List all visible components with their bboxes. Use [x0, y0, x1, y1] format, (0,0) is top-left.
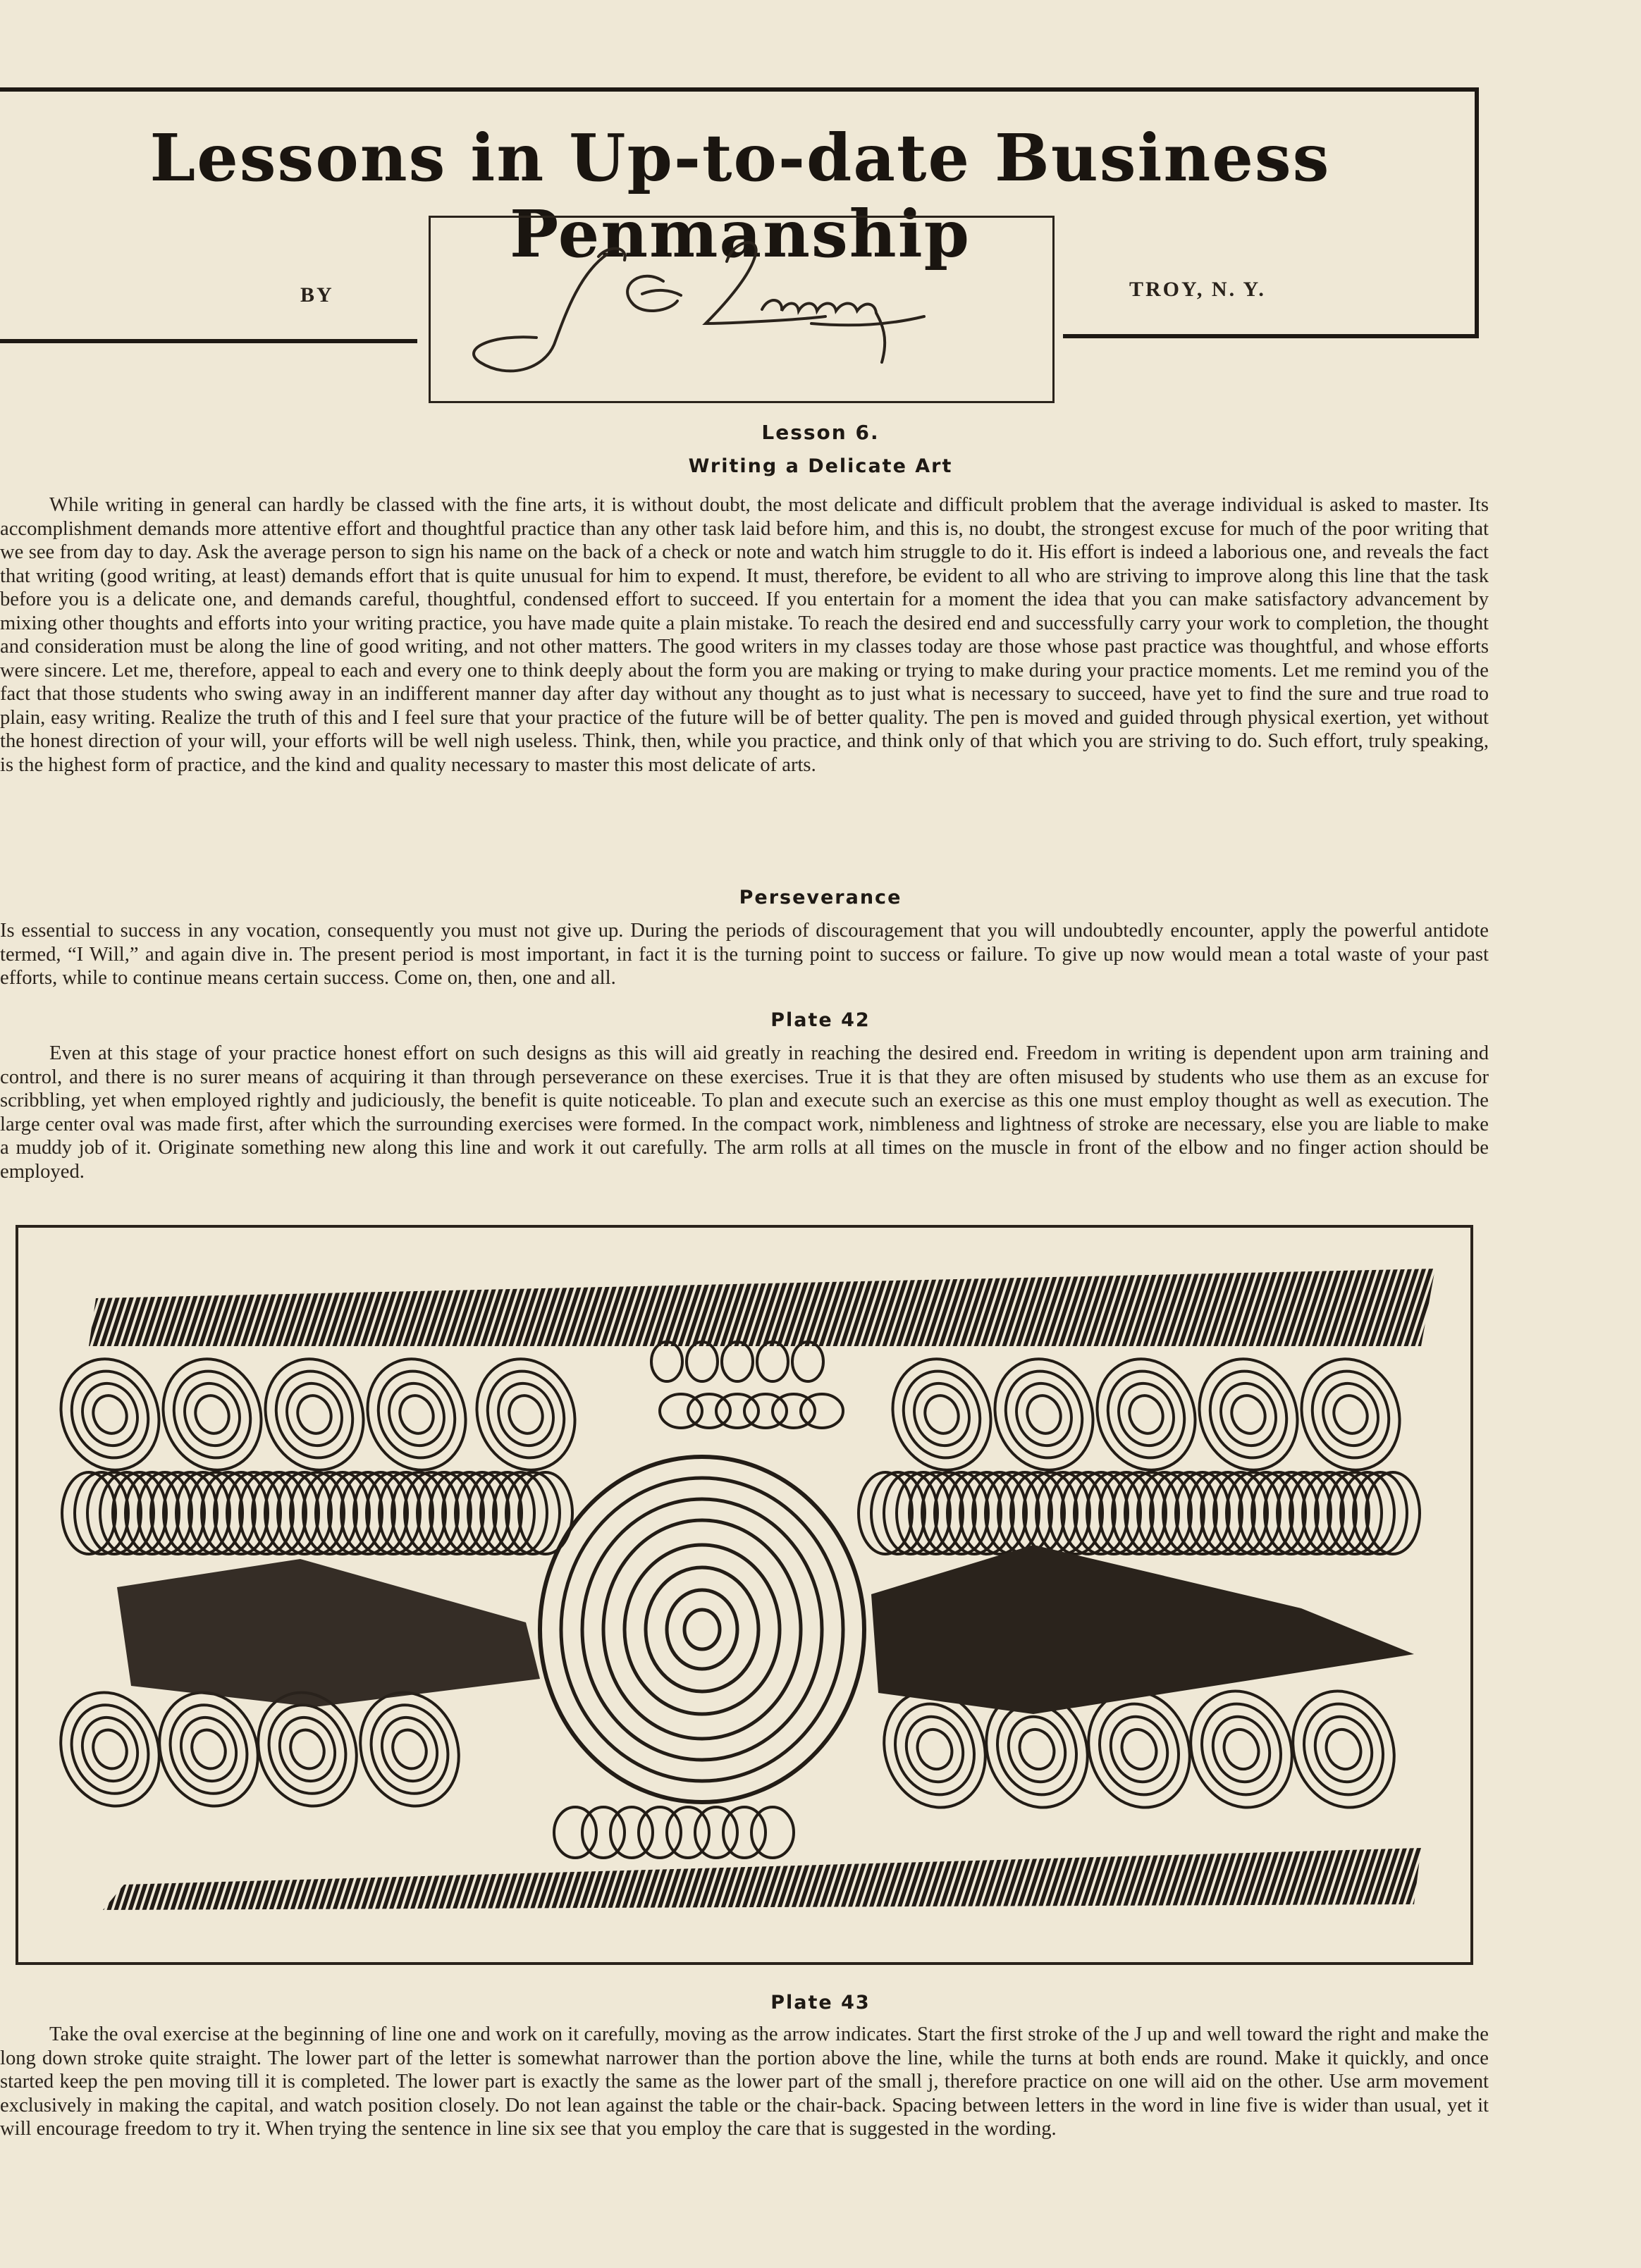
- exercise-oval: [883, 1693, 986, 1806]
- exercise-oval: [994, 1360, 1094, 1469]
- exercise-oval: [359, 1694, 460, 1804]
- perseverance-paragraph: Is essential to success in any vocation, consequently you must not give up. During the periods of discouragement that you will undoubtedly encounter, apply the powerful antidote termed, “I Will,” and again dive in. The present period is most important, in fact it is the turning point to success or failure. To give up now would mean a total waste of your past efforts, while to continue means certain success. Come on, then, one and all.: [0, 920, 1489, 989]
- exercise-oval: [1321, 1725, 1366, 1774]
- exercise-oval: [1008, 1376, 1080, 1453]
- exercise-oval: [60, 1360, 160, 1469]
- exercise-oval: [1117, 1725, 1162, 1774]
- exercise-oval-chain-link: [801, 1394, 843, 1428]
- exercise-oval: [187, 1725, 231, 1773]
- exercise-oval: [1227, 1391, 1270, 1438]
- exercise-oval: [1301, 1360, 1401, 1469]
- header-left-rule: [0, 339, 417, 343]
- exercise-oval: [490, 1376, 562, 1453]
- exercise-oval: [88, 1391, 132, 1438]
- lesson-subheading: Writing a Delicate Art: [688, 455, 953, 477]
- exercise-oval: [45, 1679, 175, 1820]
- header-top-rule: [0, 87, 1479, 92]
- exercise-oval: [1277, 1677, 1410, 1822]
- exercise-oval: [352, 1345, 481, 1484]
- exercise-oval: [74, 1376, 146, 1453]
- exercise-oval: [878, 1345, 1007, 1484]
- exercise-oval: [176, 1376, 248, 1453]
- lesson-heading: Lesson 6.: [761, 421, 880, 444]
- exercise-oval: [88, 1725, 133, 1773]
- exercise-oval: [158, 1694, 259, 1804]
- exercise-oval: [504, 1391, 548, 1438]
- exercise-oval: [1082, 1345, 1211, 1484]
- exercise-oval: [250, 1345, 379, 1484]
- exercise-oval: [388, 1725, 432, 1773]
- exercise-oval: [257, 1694, 357, 1804]
- exercise-oval: [264, 1360, 364, 1469]
- exercise-oval: [59, 1694, 160, 1804]
- exercise-oval: [293, 1391, 336, 1438]
- exercise-oval: [1184, 1345, 1313, 1484]
- exercise-oval-chain-link: [757, 1342, 788, 1381]
- exercise-oval: [906, 1376, 978, 1453]
- exercise-oval: [395, 1391, 438, 1438]
- header-right-rule: [1063, 334, 1479, 338]
- plate42-heading: Plate 42: [770, 1009, 871, 1031]
- signature-image: [431, 218, 1052, 401]
- perseverance-heading: Perseverance: [739, 887, 902, 908]
- exercise-oval: [1110, 1376, 1182, 1453]
- exercise-oval: [1291, 1693, 1395, 1806]
- exercise-oval: [1219, 1725, 1264, 1774]
- exercise-oval: [1096, 1360, 1196, 1469]
- exercise-oval: [980, 1345, 1109, 1484]
- exercise-oval-chain-link: [687, 1342, 718, 1381]
- penmanship-exercise-image: [18, 1228, 1470, 1962]
- exercise-oval-chain-link: [651, 1342, 682, 1381]
- exercise-oval: [462, 1345, 591, 1484]
- center-large-oval: [540, 1457, 864, 1802]
- exercise-oval: [381, 1376, 453, 1453]
- exercise-oval: [1315, 1376, 1387, 1453]
- exercise-oval: [190, 1391, 234, 1438]
- signature-box: [429, 216, 1055, 403]
- exercise-oval: [1286, 1345, 1415, 1484]
- exercise-oval: [1124, 1391, 1168, 1438]
- exercise-oval: [1174, 1677, 1308, 1822]
- exercise-oval: [892, 1360, 992, 1469]
- exercise-oval-chain-link: [751, 1807, 794, 1858]
- exercise-oval: [920, 1391, 964, 1438]
- exercise-oval: [1189, 1693, 1293, 1806]
- right-compact-oval-band: [871, 1545, 1414, 1714]
- exercise-oval: [1212, 1376, 1284, 1453]
- exercise-oval-chain-link: [792, 1342, 823, 1381]
- exercise-oval-chain-link: [722, 1342, 753, 1381]
- location-label: TROY, N. Y.: [1129, 278, 1266, 301]
- exercise-top-band: [89, 1269, 1435, 1346]
- lesson-paragraph: While writing in general can hardly be classed with the fine arts, it is without doubt, the most delicate and difficult problem that the average individual is asked to master. Its accomplishment demands more attentive effort and thoughtful practice than any other task laid before him, and this is, no doubt, the strongest excuse for much of the poor writing that we see from day to day. Ask the average person to sign his name on the back of a check or note and watch him struggle to do it. His effort is indeed a laborious one, and reveals the fact that writing (good writing, at least) demands effort that is quite unusual for him to expend. It must, therefore, be evident to all who are striving to improve along this line that the task before you is a delicate one, and demands careful, thoughtful, condensed effort to succeed. If you entertain for a moment the idea that you can make satisfactory advancement by mixing other thoughts and efforts into your writing practice, you have made quite a plain mistake. To reach the desired end and successfully carry your work to completion, the thought and consideration must be along the line of good writing, and not other matters. The good writers in my classes today are those whose past practice was thoughtful, and whose efforts were sincere. Let me, therefore, appeal to each and every one to think deeply about the form you are making or trying to make during your practice moments. Let me remind you of the fact that those students who swing away in an indifferent manner day after day without any thought as to just what is necessary to succeed, have yet to find the sure and true road to plain, easy writing. Realize the truth of this and I feel sure that your practice of the future will be of better quality. The pen is moved and guided through physical exertion, yet without the honest direction of your will, your efforts will be well nigh useless. Think, then, while you practice, and think only of that which you are striving to do. Such effort, truly speaking, is the highest form of practice, and the kind and quality necessary to master this most delicate of arts.: [0, 494, 1489, 776]
- exercise-oval: [285, 1725, 330, 1773]
- exercise-oval: [912, 1725, 957, 1774]
- exercise-oval: [1022, 1391, 1066, 1438]
- exercise-oval: [1087, 1693, 1191, 1806]
- exercise-oval: [1014, 1725, 1059, 1774]
- plate42-paragraph: Even at this stage of your practice honest effort on such designs as this will aid greatly in reaching the desired end. Freedom in writing is dependent upon arm training and control, and there is no surer means of acquiring it than through perseverance on these exercises. True it is that they are often misused by students who use them as an excuse for scribbling, yet when employed rightly and judiciously, the benefit is quite noticeable. To plan and execute such an exercise as this one must employ thought as well as execution. The large center oval was made first, after which the surrounding exercises were formed. In the compact work, nimbleness and lightness of stroke are necessary, else you are liable to make a muddy job of it. Originate something new along this line and work it out carefully. The arm rolls at all times on the muscle in front of the elbow and no finger action should be employed.: [0, 1042, 1489, 1183]
- plate43-heading: Plate 43: [770, 1992, 871, 2014]
- left-compact-oval-band: [117, 1559, 540, 1707]
- by-label: BY: [300, 283, 334, 307]
- plate42-illustration-frame: [16, 1225, 1473, 1965]
- plate43-paragraph: Take the oval exercise at the beginning of line one and work on it carefully, moving as the arrow indicates. Start the first stroke of the J up and well toward the right and make the long down stroke quite straight. The lower part of the letter is somewhat narrower than the portion above the line, while the turns at both ends are round. Make it quickly, and once started keep the pen moving till it is completed. The lower part is exactly the same as the lower part of the small j, therefore practice on one will aid on the other. Use arm movement exclusively in making the capital, and watch position closely. Do not lean against the table or the chair-back. Spacing between letters in the word in line five is wider than usual, yet it will encourage freedom to try it. When trying the sentence in line six see that you employ the care that is suggested in the wording.: [0, 2023, 1489, 2140]
- exercise-oval: [46, 1345, 175, 1484]
- exercise-oval: [476, 1360, 576, 1469]
- exercise-oval: [367, 1360, 467, 1469]
- exercise-bottom-band: [103, 1848, 1421, 1910]
- exercise-oval: [278, 1376, 350, 1453]
- exercise-oval: [148, 1345, 277, 1484]
- exercise-oval: [1329, 1391, 1372, 1438]
- exercise-oval: [162, 1360, 262, 1469]
- page-title: Lessons in Up-to-date Business Penmanship: [149, 120, 1331, 272]
- exercise-oval: [1198, 1360, 1298, 1469]
